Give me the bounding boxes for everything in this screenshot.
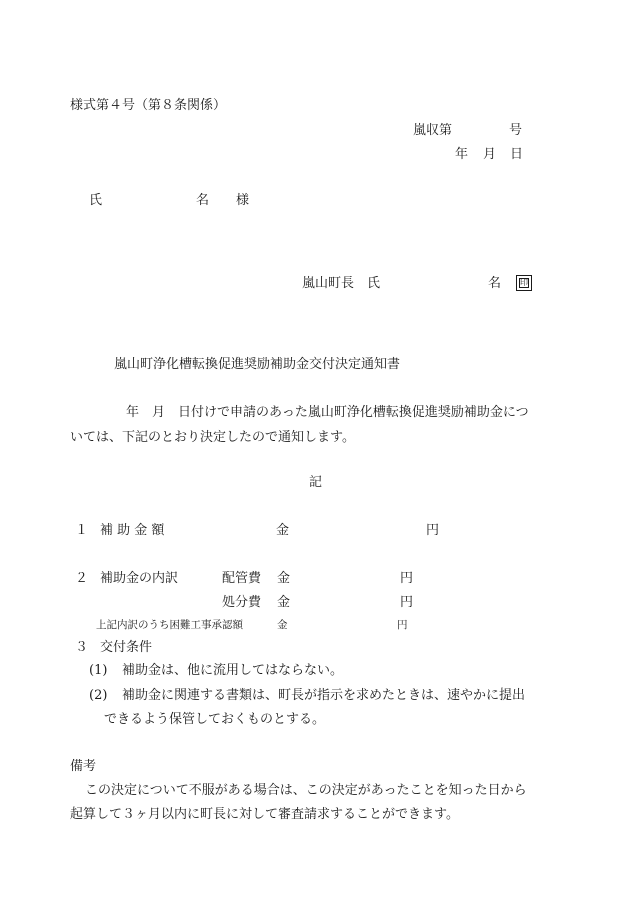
form-label: 様式第４号（第８条関係）	[70, 98, 227, 113]
body-line-1: 年 月 日付けで申請のあった嵐山町浄化槽転換促進奨励補助金につ	[126, 405, 529, 420]
recipient-sama: 様	[236, 193, 250, 208]
document-title: 嵐山町浄化槽転換促進奨励補助金交付決定通知書	[114, 357, 401, 372]
ki-heading: 記	[309, 475, 323, 490]
date-year: 年	[455, 147, 469, 162]
item2-row-shobun-yen: 円	[400, 595, 414, 610]
recipient-mei: 名	[196, 193, 210, 208]
item2-number: ２	[75, 571, 89, 586]
remarks-line-1: この決定について不服がある場合は、この決定があったことを知った日から	[85, 783, 527, 798]
item3-label: 交付条件	[100, 640, 153, 655]
doc-number-prefix: 嵐収第	[413, 123, 453, 138]
remarks-line-2: 起算して３ヶ月以内に町長に対して審査請求することができます。	[70, 807, 459, 822]
doc-number-suffix: 号	[509, 123, 523, 138]
item2-row-haikan-kin: 金	[277, 571, 291, 586]
item1-yen: 円	[426, 523, 440, 538]
item1-kin: 金	[276, 523, 290, 538]
cond2-number: (2)	[89, 688, 108, 703]
item2-sub-yen: 円	[397, 619, 408, 631]
item1-label: 補 助 金 額	[100, 523, 165, 538]
recipient-shi: 氏	[89, 193, 103, 208]
date-month: 月	[483, 147, 497, 162]
remarks-heading: 備考	[70, 759, 97, 774]
cond1-text: 補助金は、他に流用してはならない。	[122, 663, 344, 678]
item2-row-haikan-name: 配管費	[222, 571, 262, 586]
seal-char: 印	[520, 278, 528, 287]
item2-sub-kin: 金	[277, 619, 288, 631]
item2-sub-label: 上記内訳のうち困難工事承認額	[96, 619, 243, 631]
issuer-title: 嵐山町長 氏	[302, 276, 381, 291]
cond1-number: (1)	[89, 663, 108, 678]
item2-label: 補助金の内訳	[100, 571, 179, 586]
date-day: 日	[510, 147, 524, 162]
cond2-text-line1: 補助金に関連する書類は、町長が指示を求めたときは、速やかに提出	[122, 688, 526, 703]
item1-number: １	[75, 523, 89, 538]
body-line-2: いては、下記のとおり決定したので通知します。	[70, 430, 355, 445]
item2-row-haikan-yen: 円	[400, 571, 414, 586]
item3-number: ３	[75, 640, 89, 655]
item2-row-shobun-name: 処分費	[222, 595, 262, 610]
cond2-text-line2: できるよう保管しておくものとする。	[104, 712, 326, 727]
issuer-mei: 名	[488, 276, 502, 291]
item2-row-shobun-kin: 金	[277, 595, 291, 610]
